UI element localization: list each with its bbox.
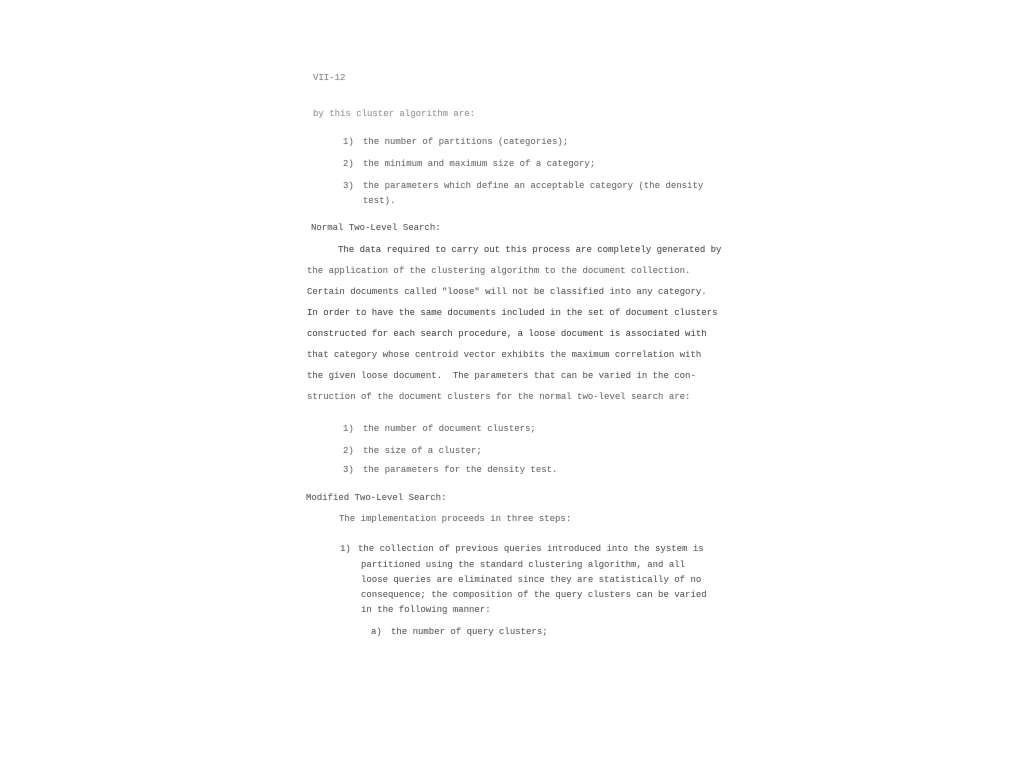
list-item [343, 159, 595, 170]
paragraph-line: the application of the clustering algorithm to the document collection. [307, 266, 691, 276]
paragraph-line: constructed for each search procedure, a loose document is associated with [307, 329, 707, 339]
list-item-marker: 3) [343, 465, 354, 475]
paragraph-line: Certain documents called "loose" will not be classified into any category. [307, 287, 707, 297]
step-item-wrap-line: loose queries are eliminated since they are statistically of no [361, 575, 702, 585]
list-item-text: the size of a cluster; [363, 446, 482, 456]
list-item [343, 181, 703, 192]
sub-list-item [371, 627, 548, 638]
list-item-text: the minimum and maximum size of a category; [363, 159, 596, 169]
list-item [343, 446, 482, 457]
list-item [343, 465, 557, 476]
list-item-text: the parameters which define an acceptable category (the density [363, 181, 704, 191]
list-item-text: the number of document clusters; [363, 424, 536, 434]
section-heading-normal-search: Normal Two-Level Search: [311, 223, 441, 233]
step-item-text: the collection of previous queries introduced into the system is [358, 544, 704, 554]
section-heading-modified-search: Modified Two-Level Search: [306, 493, 447, 503]
paragraph-line: struction of the document clusters for the normal two-level search are: [307, 392, 691, 402]
list-item [343, 137, 568, 148]
paragraph-line: that category whose centroid vector exhibits the maximum correlation with [307, 350, 702, 360]
list-item-marker: 1) [343, 424, 354, 434]
step-item [340, 544, 704, 555]
list-item-marker: 2) [343, 159, 354, 169]
list-item-text: the parameters for the density test. [363, 465, 558, 475]
paragraph-line: the given loose document. The parameters that can be varied in the con- [307, 371, 696, 381]
list-item [343, 424, 536, 435]
sub-list-item-marker: a) [371, 627, 382, 637]
list-item-text: the number of partitions (categories); [363, 137, 569, 147]
list-item-wrap-line: test). [363, 196, 396, 206]
list-item-marker: 2) [343, 446, 354, 456]
list-item-marker: 3) [343, 181, 354, 191]
step-item-wrap-line: consequence; the composition of the query clusters can be varied [361, 590, 707, 600]
page-number: VII-12 [313, 73, 346, 83]
step-item-wrap-line: in the following manner: [361, 605, 491, 615]
section-intro-line: The implementation proceeds in three steps: [339, 514, 572, 524]
step-item-wrap-line: partitioned using the standard clustering algorithm, and all [361, 560, 686, 570]
step-item-marker: 1) [340, 544, 351, 554]
paragraph-line: In order to have the same documents included in the set of document clusters [307, 308, 718, 318]
sub-list-item-text: the number of query clusters; [391, 627, 548, 637]
list-item-marker: 1) [343, 137, 354, 147]
paragraph-line: The data required to carry out this process are completely generated by [338, 245, 722, 255]
intro-line: by this cluster algorithm are: [313, 109, 476, 119]
